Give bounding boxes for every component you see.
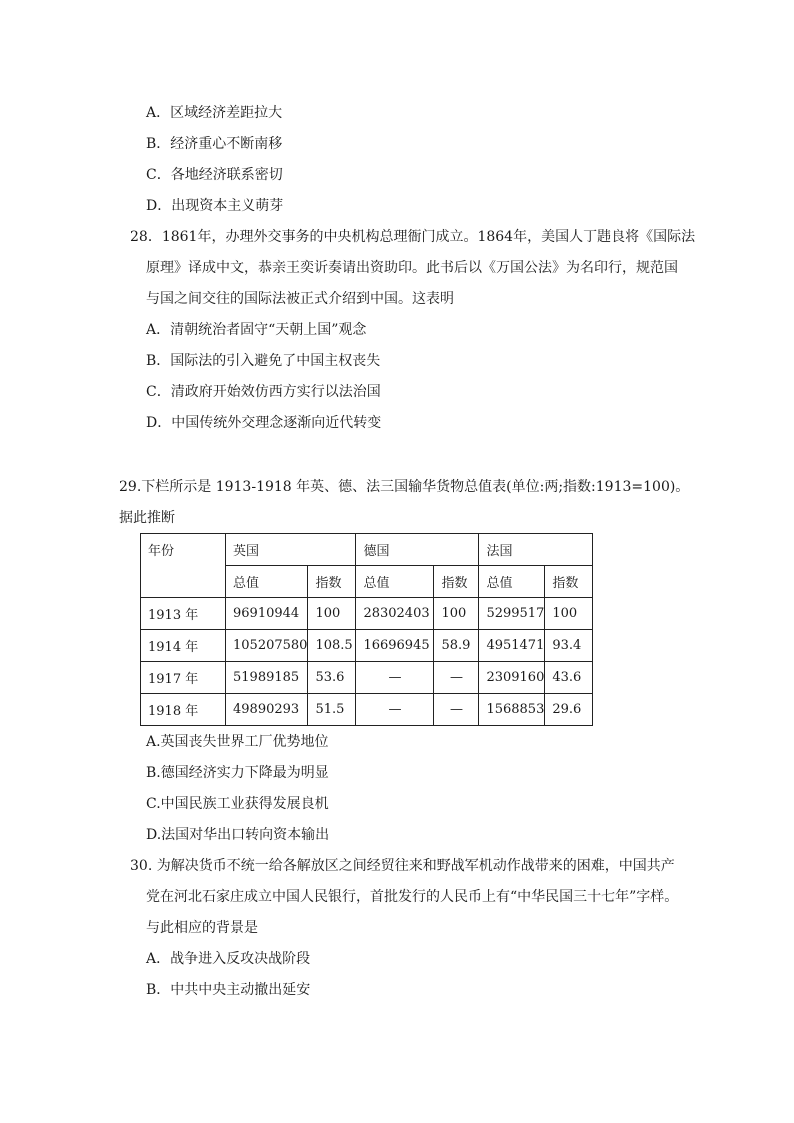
table-cell: 43.6 (545, 662, 593, 694)
q29-option-a: A.英国丧失世界工厂优势地位 (146, 734, 329, 750)
table-cell: 2309160 (479, 662, 545, 694)
q30-stem-line-1: 30. 为解决货币不统一给各解放区之间经贸往来和野战军机动作战带来的困难，中国共产 (130, 858, 675, 874)
q28-option-a: A．清朝统治者固守“天朝上国”观念 (146, 322, 367, 338)
table-cell: 5299517 (479, 598, 545, 630)
table-row (141, 662, 593, 694)
table-cell: 108.5 (308, 630, 356, 662)
subheader-index: 指数 (308, 566, 356, 598)
q29-option-b: B.德国经济实力下降最为明显 (146, 765, 329, 781)
table-row (141, 598, 593, 630)
table-cell: 100 (308, 598, 356, 630)
trade-value-table (140, 533, 593, 726)
subheader-index: 指数 (434, 566, 479, 598)
table-cell: 1568853 (479, 694, 545, 726)
subheader-index: 指数 (545, 566, 593, 598)
q28-stem-line-1: 28．1861年，办理外交事务的中央机构总理衙门成立。1864年，美国人丁韪良将《国际法 (130, 229, 696, 245)
table-row (141, 694, 593, 726)
table-cell: 49890293 (226, 694, 308, 726)
q28-option-c: C．清政府开始效仿西方实行以法治国 (146, 384, 381, 400)
q27-option-d: D．出现资本主义萌芽 (146, 198, 284, 214)
country-header-france: 法国 (479, 534, 593, 566)
q29-stem-line-1: 29.下栏所示是 1913-1918 年英、德、法三国输华货物总值表(单位:两;指数:1913=100)。 (119, 479, 690, 495)
q30-stem-line-3: 与此相应的背景是 (146, 920, 258, 936)
q29-option-c: C.中国民族工业获得发展良机 (146, 796, 329, 812)
q28-stem-line-3: 与国之间交往的国际法被正式介绍到中国。这表明 (146, 291, 454, 307)
table-cell: — (434, 662, 479, 694)
table-cell: 96910944 (226, 598, 308, 630)
table-cell: — (434, 694, 479, 726)
table-row (141, 630, 593, 662)
year-header: 年份 (141, 534, 226, 598)
q28-stem-line-2: 原理》译成中文，恭亲王奕䜣奏请出资助印。此书后以《万国公法》为名印行，规范国 (146, 260, 678, 276)
table-cell: 58.9 (434, 630, 479, 662)
q29-option-d: D.法国对华出口转向资本输出 (146, 827, 330, 843)
q27-option-a: A．区域经济差距拉大 (146, 105, 283, 121)
table-cell: 4951471 (479, 630, 545, 662)
subheader-total: 总值 (226, 566, 308, 598)
table-cell: 100 (434, 598, 479, 630)
table-cell: 100 (545, 598, 593, 630)
q28-option-b: B．国际法的引入避免了中国主权丧失 (146, 353, 381, 369)
q29-stem-line-2: 据此推断 (119, 510, 175, 526)
subheader-total: 总值 (479, 566, 545, 598)
table-cell: 53.6 (308, 662, 356, 694)
table-cell: 1917 年 (141, 662, 226, 694)
table-cell: 1913 年 (141, 598, 226, 630)
q27-option-b: B．经济重心不断南移 (146, 136, 283, 152)
table-cell: 51.5 (308, 694, 356, 726)
country-header-uk: 英国 (226, 534, 356, 566)
table-header-row (141, 534, 593, 566)
table-cell: 29.6 (545, 694, 593, 726)
table-cell: 28302403 (356, 598, 434, 630)
q28-option-d: D．中国传统外交理念逐渐向近代转变 (146, 415, 382, 431)
table-cell: 51989185 (226, 662, 308, 694)
table-cell: 1914 年 (141, 630, 226, 662)
q30-option-b: B．中共中央主动撤出延安 (146, 982, 311, 998)
q30-option-a: A．战争进入反攻决战阶段 (146, 951, 311, 967)
subheader-total: 总值 (356, 566, 434, 598)
table-cell: 105207580 (226, 630, 308, 662)
q30-stem-line-2: 党在河北石家庄成立中国人民银行，首批发行的人民币上有“中华民国三十七年”字样。 (146, 889, 679, 905)
table-cell: 16696945 (356, 630, 434, 662)
table-cell: 1918 年 (141, 694, 226, 726)
table-cell: 93.4 (545, 630, 593, 662)
table-cell: — (356, 694, 434, 726)
country-header-germany: 德国 (356, 534, 479, 566)
q27-option-c: C．各地经济联系密切 (146, 167, 283, 183)
table-cell: — (356, 662, 434, 694)
